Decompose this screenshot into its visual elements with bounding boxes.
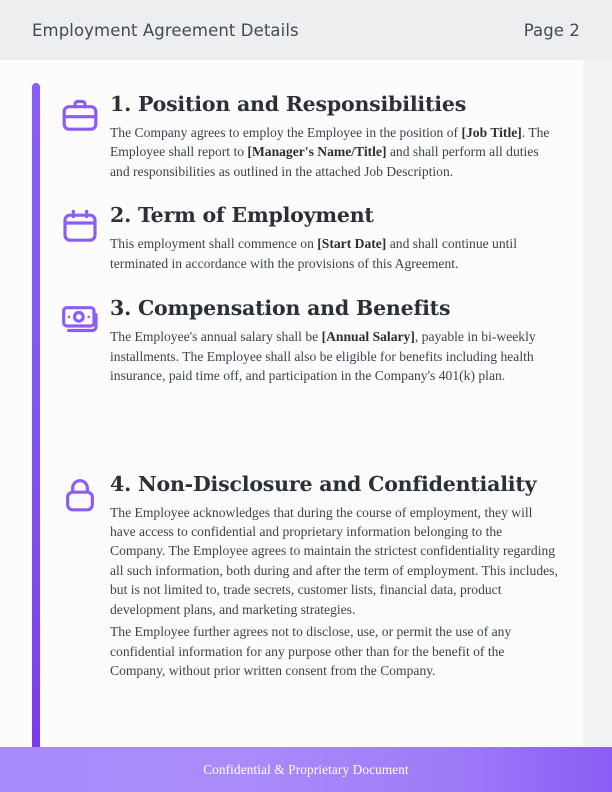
page-number-label: Page 2 (523, 20, 580, 40)
page-right-margin (583, 60, 612, 747)
body-text: The Company agrees to employ the Employee in the position of (110, 125, 462, 140)
section-heading: 1. Position and Responsibilities (110, 92, 467, 116)
section-heading: 3. Compensation and Benefits (110, 296, 451, 321)
calendar-icon (60, 206, 100, 246)
document-content (60, 92, 560, 680)
body-paragraph (110, 327, 560, 385)
body-text: . The Employee shall report to (110, 125, 550, 160)
body-paragraph (110, 622, 560, 680)
section-body (110, 123, 560, 181)
page-header (0, 0, 612, 60)
placeholder-field: [Annual Salary] (321, 329, 415, 345)
section-term-of-employment (60, 203, 560, 273)
section-body (110, 503, 560, 681)
section-compensation-and-benefits (60, 296, 560, 385)
section-position-and-responsibilities (60, 92, 560, 181)
body-paragraph (110, 503, 560, 620)
lock-icon (60, 475, 100, 515)
footer-label: Confidential & Proprietary Document (203, 761, 409, 777)
section-body (110, 234, 560, 273)
section-non-disclosure-and-confidentiality (60, 472, 560, 681)
body-paragraph (110, 123, 560, 181)
section-heading: 2. Term of Employment (110, 203, 374, 228)
body-text: , payable in bi-weekly installments. The Employee shall also be eligible for benefits including health insurance, paid time off, and participation in the Company's 401(k) plan. (110, 329, 536, 384)
body-paragraph (110, 234, 560, 273)
body-text: The Employee further agrees not to disclose, use, or permit the use of any confidential information for any purpose other than for the benefit of the Company, without prior written consent from the Company. (110, 624, 512, 678)
placeholder-field: [Start Date] (317, 236, 387, 252)
page-footer (0, 747, 612, 792)
money-icon (60, 299, 100, 339)
placeholder-field: [Manager's Name/Title] (247, 144, 387, 160)
placeholder-field: [Job Title] (461, 125, 522, 140)
body-text: The Employee acknowledges that during the course of employment, they will have access to confidential and proprietary information belonging to the Company. The Employee agrees to maintain the strictest confidentiality regarding all such information, both during and after the term of employment. This includes, but is not limited to, trade secrets, customer lists, financial data, product development plans, and marketing strategies. (110, 504, 558, 617)
body-text: This employment shall commence on (110, 236, 318, 252)
page-title: Employment Agreement Details (32, 20, 299, 40)
body-text: and shall continue until terminated in accordance with the provisions of this Agreement. (110, 236, 517, 271)
briefcase-icon (60, 95, 100, 135)
section-body (110, 327, 560, 385)
body-text: The Employee's annual salary shall be (110, 329, 322, 345)
left-accent-bar (32, 83, 40, 761)
body-text: and shall perform all duties and responsibilities as outlined in the attached Job Description. (110, 144, 539, 179)
section-heading: 4. Non-Disclosure and Confidentiality (110, 471, 537, 496)
